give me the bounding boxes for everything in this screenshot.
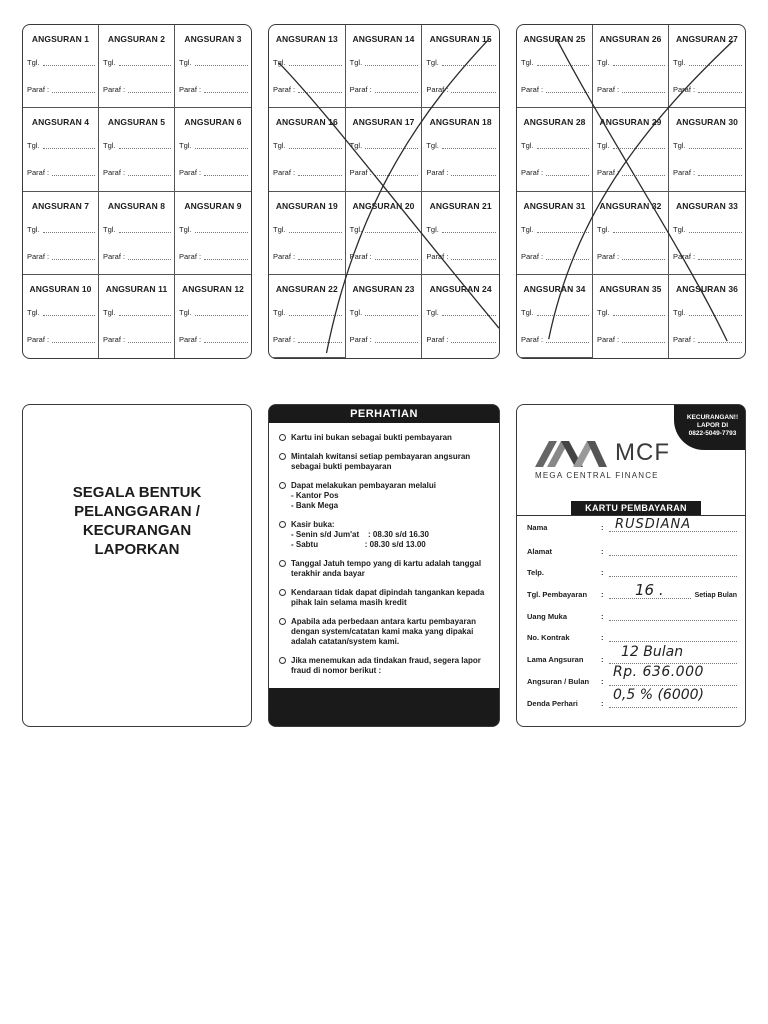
notice-item: Dapat melakukan pembayaran melalui - Kantor Pos - Bank Mega — [279, 481, 491, 511]
divider — [517, 515, 745, 516]
installment-title: ANGSURAN 24 — [429, 283, 492, 294]
installment-title: ANGSURAN 22 — [275, 283, 338, 294]
tgl-label: Tgl. — [27, 307, 40, 317]
tgl-label: Tgl. — [673, 307, 686, 317]
installment-title: ANGSURAN 5 — [107, 117, 166, 128]
paraf-label: Paraf : — [673, 85, 696, 94]
field-nama: Nama : RUSDIANA — [527, 521, 737, 532]
paraf-label: Paraf : — [179, 168, 202, 178]
installment-cell — [23, 192, 99, 275]
tgl-label: Tgl. — [103, 58, 116, 67]
installment-title: ANGSURAN 1 — [31, 34, 90, 44]
installment-title: ANGSURAN 26 — [599, 34, 662, 44]
installment-cell — [422, 25, 499, 108]
installment-cell — [422, 192, 499, 275]
installment-cell — [346, 108, 423, 191]
paraf-label: Paraf : — [103, 251, 126, 261]
slogan-line: KECURANGAN — [82, 522, 192, 539]
brand-name: MCF — [615, 439, 670, 466]
tgl-label: Tgl. — [103, 307, 116, 317]
notice-title: PERHATIAN — [269, 405, 499, 423]
tgl-label: Tgl. — [349, 141, 363, 151]
installment-title: ANGSURAN 32 — [599, 200, 662, 211]
field-label: No. Kontrak — [527, 633, 570, 642]
handwritten-value: Rp. 636.000 — [613, 664, 704, 680]
tgl-label: Tgl. — [273, 224, 286, 234]
paraf-label: Paraf : — [273, 251, 296, 261]
paraf-label: Paraf : — [27, 85, 50, 94]
installment-cell — [175, 25, 251, 108]
installment-cell — [517, 108, 593, 191]
tgl-label: Tgl. — [273, 141, 286, 151]
slogan-line: LAPORKAN — [94, 541, 180, 558]
bullet-icon — [279, 618, 286, 625]
field-suffix: Setiap Bulan — [694, 592, 737, 599]
bullet-icon — [279, 657, 286, 664]
tgl-label: Tgl. — [426, 58, 439, 67]
installment-title: ANGSURAN 34 — [523, 283, 586, 294]
bullet-icon — [279, 434, 286, 441]
installment-cell — [23, 275, 99, 358]
installment-cell — [23, 25, 99, 108]
installment-title: ANGSURAN 9 — [184, 200, 242, 211]
paraf-label: Paraf : — [673, 168, 696, 178]
field-label: Uang Muka — [527, 612, 568, 621]
installment-title: ANGSURAN 25 — [523, 34, 586, 44]
notice-item: Kendaraan tidak dapat dipindah tangankan kepada pihak lain selama masih kredit — [279, 588, 491, 608]
paraf-label: Paraf : — [103, 85, 126, 94]
installment-cell — [422, 275, 499, 358]
notice-item: Kasir buka: - Senin s/d Jum'at : 08.30 s/d 16.30 - Sabtu : 08.30 s/d 13.00 — [279, 520, 491, 550]
paraf-label: Paraf : — [426, 168, 449, 178]
bullet-icon — [279, 482, 286, 489]
paraf-label: Paraf : — [673, 334, 696, 344]
field-telp: Telp. : — [527, 566, 737, 577]
tgl-label: Tgl. — [27, 224, 40, 234]
tgl-label: Tgl. — [349, 58, 363, 67]
installment-title: ANGSURAN 28 — [523, 117, 586, 128]
installment-title: ANGSURAN 29 — [599, 117, 662, 128]
installment-title: ANGSURAN 11 — [105, 283, 168, 294]
installment-cell — [175, 108, 251, 191]
slogan-line: PELANGGARAN / — [74, 503, 200, 520]
handwritten-value: 0,5 % (6000) — [613, 687, 705, 703]
notice-item: Jika menemukan ada tindakan fraud, segera lapor fraud di nomor berikut : — [279, 656, 491, 676]
installment-grid-3 — [516, 24, 746, 359]
paraf-label: Paraf : — [179, 334, 202, 344]
field-value-line — [609, 545, 737, 556]
field-tgl-pembayaran: Tgl. Pembayaran : 16 . Setiap Bulan — [527, 581, 737, 599]
paraf-label: Paraf : — [349, 85, 372, 94]
field-denda-perhari: Denda Perhari : 0,5 % (6000) — [527, 697, 737, 708]
installment-title: ANGSURAN 31 — [523, 200, 586, 211]
paraf-label: Paraf : — [179, 251, 202, 261]
fraud-line: KECURANGAN!! — [686, 414, 739, 421]
tgl-label: Tgl. — [103, 224, 116, 234]
installment-cell — [269, 25, 346, 108]
bullet-icon — [279, 589, 286, 596]
paraf-label: Paraf : — [349, 168, 372, 178]
card-title: KARTU PEMBAYARAN — [571, 501, 701, 515]
installment-title: ANGSURAN 4 — [31, 117, 90, 128]
installment-title: ANGSURAN 2 — [107, 34, 166, 44]
fraud-phone: 0822-5049-7793 — [688, 430, 737, 437]
installment-title: ANGSURAN 14 — [352, 34, 415, 44]
installment-title: ANGSURAN 20 — [352, 200, 415, 211]
tgl-label: Tgl. — [179, 141, 192, 151]
field-angsuran-bulan: Angsuran / Bulan : Rp. 636.000 — [527, 675, 737, 686]
installment-cell — [99, 275, 175, 358]
mcf-logo — [535, 439, 705, 481]
installment-cell — [669, 192, 745, 275]
tgl-label: Tgl. — [426, 224, 439, 234]
tgl-label: Tgl. — [179, 58, 192, 67]
installment-cell — [517, 275, 593, 358]
paraf-label: Paraf : — [521, 251, 544, 261]
paraf-label: Paraf : — [103, 334, 126, 344]
field-label: Telp. — [527, 568, 544, 577]
paraf-label: Paraf : — [273, 334, 296, 344]
tgl-label: Tgl. — [597, 307, 610, 317]
field-label: Lama Angsuran — [527, 655, 584, 664]
installment-title: ANGSURAN 36 — [675, 283, 739, 294]
field-label: Nama — [527, 523, 548, 532]
tgl-label: Tgl. — [673, 141, 686, 151]
installment-cell — [517, 192, 593, 275]
installment-cell — [99, 108, 175, 191]
paraf-label: Paraf : — [426, 334, 449, 344]
paraf-label: Paraf : — [349, 334, 372, 344]
installment-title: ANGSURAN 30 — [675, 117, 739, 128]
paraf-label: Paraf : — [597, 168, 620, 178]
installment-title: ANGSURAN 7 — [31, 200, 90, 211]
installment-cell — [346, 192, 423, 275]
notice-item: Kartu ini bukan sebagai bukti pembayaran — [279, 433, 491, 443]
installment-cell — [517, 25, 593, 108]
notice-item: Mintalah kwitansi setiap pembayaran angsuran sebagai bukti pembayaran — [279, 452, 491, 472]
installment-title: ANGSURAN 21 — [429, 200, 492, 211]
slogan-panel — [22, 404, 252, 727]
field-lama-angsuran: Lama Angsuran : 12 Bulan — [527, 653, 737, 664]
paraf-label: Paraf : — [349, 251, 372, 261]
tgl-label: Tgl. — [521, 141, 534, 151]
installment-title: ANGSURAN 19 — [275, 200, 338, 211]
paraf-label: Paraf : — [273, 85, 296, 94]
tgl-label: Tgl. — [673, 58, 686, 67]
paraf-label: Paraf : — [597, 251, 620, 261]
tgl-label: Tgl. — [179, 224, 192, 234]
notice-footer-bar — [269, 688, 499, 726]
installment-cell — [175, 275, 251, 358]
installment-cell — [669, 275, 745, 358]
tgl-label: Tgl. — [521, 58, 534, 67]
bullet-icon — [279, 560, 286, 567]
handwritten-value: RUSDIANA — [615, 517, 692, 532]
installment-grid-2 — [268, 24, 500, 359]
notice-panel — [268, 404, 500, 727]
installment-title: ANGSURAN 27 — [675, 34, 739, 44]
paraf-label: Paraf : — [27, 168, 50, 178]
tgl-label: Tgl. — [597, 141, 610, 151]
installment-title: ANGSURAN 13 — [275, 34, 338, 44]
installment-title: ANGSURAN 3 — [184, 34, 242, 44]
installment-title: ANGSURAN 15 — [429, 34, 492, 44]
slogan-line: SEGALA BENTUK — [72, 484, 202, 501]
paraf-label: Paraf : — [597, 334, 620, 344]
brand-full-name: MEGA CENTRAL FINANCE — [535, 471, 659, 480]
tgl-label: Tgl. — [349, 307, 363, 317]
tgl-label: Tgl. — [273, 58, 286, 67]
tgl-label: Tgl. — [273, 307, 286, 317]
paraf-label: Paraf : — [521, 334, 544, 344]
installment-cell — [669, 108, 745, 191]
installment-title: ANGSURAN 35 — [599, 283, 662, 294]
handwritten-value: 16 . — [635, 581, 664, 599]
notice-list — [279, 433, 491, 685]
installment-cell — [269, 275, 346, 358]
notice-item: Apabila ada perbedaan antara kartu pembayaran dengan system/catatan kami maka yang dipakai adalah catatan/system kami. — [279, 617, 491, 647]
field-value-line — [609, 610, 737, 621]
tgl-label: Tgl. — [426, 307, 439, 317]
field-label: Alamat — [527, 547, 553, 556]
installment-title: ANGSURAN 8 — [107, 200, 166, 211]
installment-title: ANGSURAN 17 — [352, 117, 415, 128]
slogan-text — [23, 483, 251, 559]
tgl-label: Tgl. — [27, 58, 40, 67]
tgl-label: Tgl. — [349, 224, 363, 234]
installment-title: ANGSURAN 12 — [181, 283, 245, 294]
paraf-label: Paraf : — [521, 168, 544, 178]
paraf-label: Paraf : — [597, 85, 620, 94]
installment-cell — [269, 192, 346, 275]
installment-title: ANGSURAN 18 — [429, 117, 492, 128]
installment-cell — [99, 25, 175, 108]
installment-cell — [593, 192, 669, 275]
tgl-label: Tgl. — [27, 141, 40, 151]
installment-cell — [346, 25, 423, 108]
paraf-label: Paraf : — [27, 334, 50, 344]
installment-cell — [422, 108, 499, 191]
paraf-label: Paraf : — [521, 85, 544, 94]
paraf-label: Paraf : — [273, 168, 296, 178]
installment-cell — [346, 275, 423, 358]
field-alamat: Alamat : — [527, 545, 737, 556]
tgl-label: Tgl. — [426, 141, 439, 151]
field-label: Denda Perhari — [527, 699, 578, 708]
tgl-label: Tgl. — [521, 224, 534, 234]
tgl-label: Tgl. — [597, 224, 610, 234]
field-value-line — [609, 631, 737, 642]
field-value-line — [609, 644, 737, 664]
installment-cell — [593, 275, 669, 358]
field-value-line — [609, 566, 737, 577]
paraf-label: Paraf : — [426, 85, 449, 94]
installment-title: ANGSURAN 23 — [352, 283, 415, 294]
tgl-label: Tgl. — [597, 58, 610, 67]
field-no-kontrak: No. Kontrak : — [527, 631, 737, 642]
tgl-label: Tgl. — [103, 141, 116, 151]
fraud-line: LAPOR DI — [696, 422, 729, 429]
payment-card-panel — [516, 404, 746, 727]
installment-title: ANGSURAN 33 — [675, 200, 739, 211]
installment-grid-1 — [22, 24, 252, 359]
paraf-label: Paraf : — [179, 85, 202, 94]
paraf-label: Paraf : — [27, 251, 50, 261]
installment-title: ANGSURAN 10 — [29, 283, 92, 294]
tgl-label: Tgl. — [179, 307, 192, 317]
bullet-icon — [279, 521, 286, 528]
installment-title: ANGSURAN 6 — [184, 117, 242, 128]
installment-cell — [269, 108, 346, 191]
mcf-logo-icon — [535, 439, 607, 469]
bullet-icon — [279, 453, 286, 460]
installment-cell — [593, 108, 669, 191]
paraf-label: Paraf : — [426, 251, 449, 261]
field-uang-muka: Uang Muka : — [527, 610, 737, 621]
handwritten-value: 12 Bulan — [621, 644, 684, 660]
field-label: Tgl. Pembayaran — [527, 590, 588, 599]
installment-cell — [175, 192, 251, 275]
installment-cell — [669, 25, 745, 108]
tgl-label: Tgl. — [521, 307, 534, 317]
installment-cell — [23, 108, 99, 191]
paraf-label: Paraf : — [673, 251, 696, 261]
installment-cell — [99, 192, 175, 275]
installment-cell — [593, 25, 669, 108]
paraf-label: Paraf : — [103, 168, 126, 178]
field-label: Angsuran / Bulan — [527, 677, 590, 686]
installment-title: ANGSURAN 16 — [275, 117, 338, 128]
tgl-label: Tgl. — [673, 224, 686, 234]
notice-item: Tanggal Jatuh tempo yang di kartu adalah tanggal terakhir anda bayar — [279, 559, 491, 579]
field-value-line — [609, 581, 691, 599]
